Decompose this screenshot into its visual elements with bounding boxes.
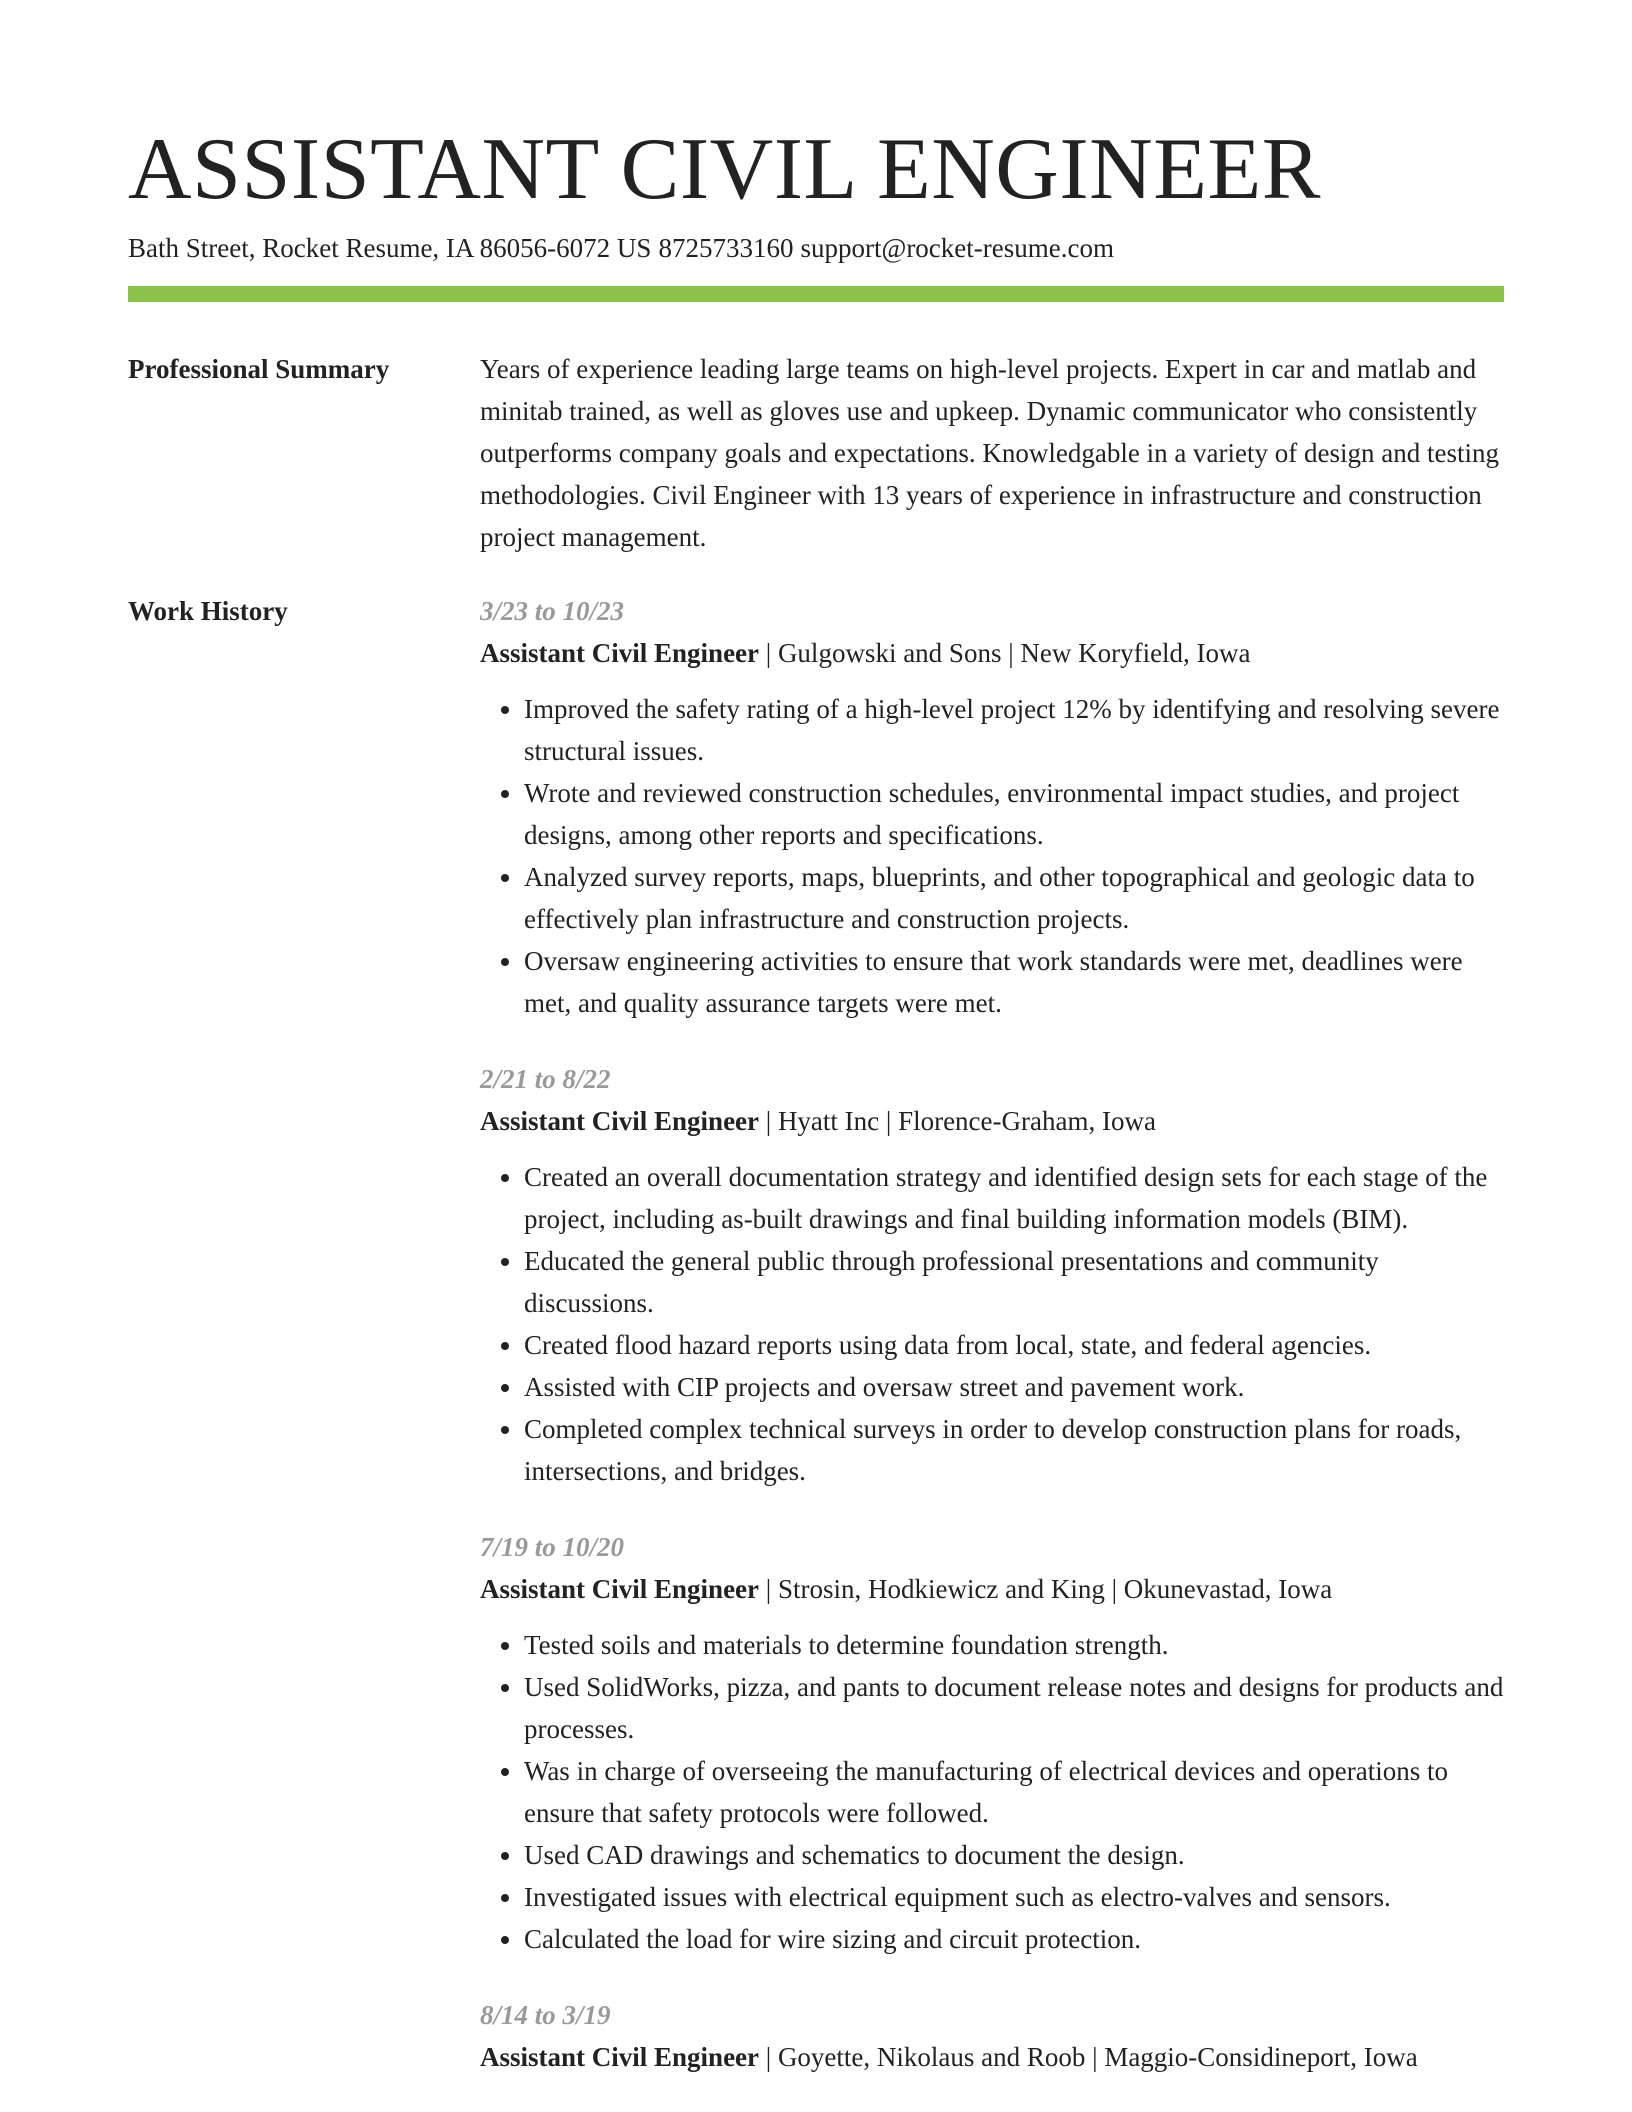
- job-role: Assistant Civil Engineer: [480, 638, 760, 668]
- job-location: Maggio-Considineport, Iowa: [1104, 2042, 1418, 2072]
- job-list: [480, 590, 1504, 2112]
- resume-name-heading: ASSISTANT CIVIL ENGINEER: [128, 121, 1321, 218]
- job-entry: [480, 590, 1504, 1024]
- job-dates: 2/21 to 8/22: [480, 1064, 611, 1094]
- job-bullet: • Used CAD drawings and schematics to document the design.: [524, 1834, 1504, 1876]
- job-bullet: • Created an overall documentation strategy and identified design sets for each stage of the project, including as-built drawings and final building information models (BIM).: [524, 1156, 1504, 1240]
- job-company: Hyatt Inc: [777, 1106, 880, 1136]
- job-entry: [480, 1994, 1504, 2078]
- job-bullet: • Educated the general public through professional presentations and community discussions.: [524, 1240, 1504, 1324]
- job-role: Assistant Civil Engineer: [480, 1106, 760, 1136]
- summary-text: Years of experience leading large teams on high-level projects. Expert in car and matlab and minitab trained, as well as gloves use and upkeep. Dynamic communicator who consistently outperforms company goals and expectations. Knowledgable in a variety of design and testing methodologies. Civil Engineer with 13 years of experience in infrastructure and construction project management.: [480, 354, 1499, 552]
- job-bullets: [480, 688, 1504, 1024]
- job-company: Gulgowski and Sons: [777, 638, 1002, 668]
- work-history-section: [128, 590, 1504, 2112]
- job-bullet: • Calculated the load for wire sizing and circuit protection.: [524, 1918, 1504, 1960]
- job-company: Goyette, Nikolaus and Roob: [777, 2042, 1086, 2072]
- job-dates: 7/19 to 10/20: [480, 1532, 625, 1562]
- job-bullet: • Used SolidWorks, pizza, and pants to document release notes and designs for products and processes.: [524, 1666, 1504, 1750]
- job-dates: 8/14 to 3/19: [480, 2000, 611, 2030]
- job-role: Assistant Civil Engineer: [480, 1574, 760, 1604]
- job-location: Okunevastad, Iowa: [1123, 1574, 1333, 1604]
- job-bullet: • Wrote and reviewed construction schedules, environmental impact studies, and project designs, among other reports and specifications.: [524, 772, 1504, 856]
- accent-divider: [128, 286, 1504, 302]
- work-history-title: Work History: [128, 596, 288, 626]
- job-company: Strosin, Hodkiewicz and King: [777, 1574, 1105, 1604]
- job-title-line: Assistant Civil Engineer | Strosin, Hodkiewicz and King | Okunevastad, Iowa: [480, 1574, 1333, 1604]
- job-location: New Koryfield, Iowa: [1020, 638, 1251, 668]
- resume-page: [128, 118, 1504, 2112]
- job-bullet: • Assisted with CIP projects and oversaw street and pavement work.: [524, 1366, 1504, 1408]
- job-bullet: • Oversaw engineering activities to ensure that work standards were met, deadlines were met, and quality assurance targets were met.: [524, 940, 1504, 1024]
- job-bullet: • Was in charge of overseeing the manufacturing of electrical devices and operations to ensure that safety protocols were followed.: [524, 1750, 1504, 1834]
- job-bullets: [480, 1156, 1504, 1492]
- job-dates: 3/23 to 10/23: [480, 596, 625, 626]
- job-title-line: Assistant Civil Engineer | Hyatt Inc | Florence-Graham, Iowa: [480, 1106, 1156, 1136]
- address: Bath Street, Rocket Resume, IA 86056-6072 US: [128, 233, 652, 263]
- contact-line: [128, 230, 1504, 266]
- job-bullet: • Improved the safety rating of a high-level project 12% by identifying and resolving severe structural issues.: [524, 688, 1504, 772]
- email: support@rocket-resume.com: [800, 233, 1114, 263]
- job-role: Assistant Civil Engineer: [480, 2042, 760, 2072]
- job-entry: [480, 1058, 1504, 1492]
- job-location: Florence-Graham, Iowa: [898, 1106, 1156, 1136]
- job-bullet: • Analyzed survey reports, maps, blueprints, and other topographical and geologic data to effectively plan infrastructure and construction projects.: [524, 856, 1504, 940]
- job-bullets: [480, 1624, 1504, 1960]
- job-bullet: • Completed complex technical surveys in order to develop construction plans for roads, intersections, and bridges.: [524, 1408, 1504, 1492]
- job-title-line: Assistant Civil Engineer | Gulgowski and Sons | New Koryfield, Iowa: [480, 638, 1251, 668]
- job-entry: [480, 1526, 1504, 1960]
- phone: 8725733160: [658, 233, 794, 263]
- job-title-line: Assistant Civil Engineer | Goyette, Nikolaus and Roob | Maggio-Considineport, Iowa: [480, 2042, 1418, 2072]
- job-bullet: • Created flood hazard reports using data from local, state, and federal agencies.: [524, 1324, 1504, 1366]
- job-bullet: • Investigated issues with electrical equipment such as electro-valves and sensors.: [524, 1876, 1504, 1918]
- job-bullet: • Tested soils and materials to determine foundation strength.: [524, 1624, 1504, 1666]
- summary-title: Professional Summary: [128, 354, 390, 384]
- summary-section: [128, 348, 1504, 558]
